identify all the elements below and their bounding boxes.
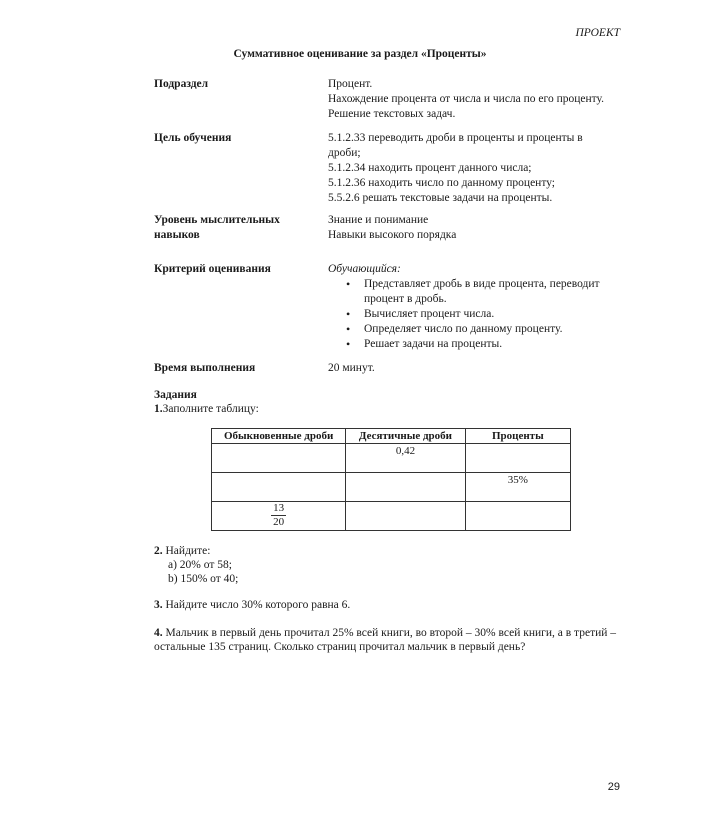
tasks-heading: Задания: [154, 389, 197, 401]
criteria-list: [328, 277, 628, 352]
level-value: [328, 213, 628, 243]
level-line: Навыки высокого порядка: [328, 229, 457, 241]
col-header-common-fractions: Обыкновенные дроби: [212, 429, 346, 444]
col-header-percents: Проценты: [465, 429, 570, 444]
subsection-line: Решение текстовых задач.: [328, 108, 456, 120]
task-3-text: Найдите число 30% которого равна 6.: [165, 599, 351, 611]
criteria-item: • Решает задачи на проценты.: [364, 337, 628, 352]
subsection-line: Нахождение процента от числа и числа по его проценту.: [328, 93, 604, 105]
time-value: 20 минут.: [328, 362, 375, 374]
table-cell[interactable]: [465, 502, 570, 531]
goal-line: 5.1.2.36 находить число по данному проценту;: [328, 177, 556, 189]
table-cell[interactable]: [346, 473, 465, 502]
task-2: [154, 544, 644, 586]
criteria-item: • Вычисляет процент числа.: [364, 307, 628, 322]
fraction-table: [211, 428, 571, 531]
goal-line: 5.5.2.6 решать текстовые задачи на проценты.: [328, 192, 553, 204]
task-4-number: 4.: [154, 627, 163, 639]
task-2-number: 2.: [154, 545, 163, 557]
table-cell-percent: 35%: [465, 473, 570, 502]
table-cell[interactable]: [212, 444, 346, 473]
page-number: 29: [607, 781, 620, 793]
table-row: [212, 473, 571, 502]
table-cell[interactable]: [346, 502, 465, 531]
goal-line: 5.1.2.33 переводить дроби в проценты и проценты в дроби;: [328, 132, 583, 159]
goal-label: Цель обучения: [154, 132, 232, 144]
task-3: [154, 598, 644, 612]
task-1-text: Заполните таблицу:: [162, 403, 259, 415]
level-label: [154, 213, 314, 243]
task-3-number: 3.: [154, 599, 163, 611]
criteria-item: • Представляет дробь в виде процента, переводит процент в дробь.: [364, 277, 628, 307]
table-cell[interactable]: [212, 473, 346, 502]
table-cell-decimal: 0,42: [346, 444, 465, 473]
subsection-line: Процент.: [328, 78, 373, 90]
goal-line: 5.1.2.34 находить процент данного числа;: [328, 162, 532, 174]
fraction-numerator: 13: [273, 502, 285, 514]
draft-label: ПРОЕКТ: [575, 27, 620, 39]
page-title: Суммативное оценивание за раздел «Проценты»: [233, 48, 487, 60]
subsection-label: Подраздел: [154, 78, 209, 90]
level-line: Знание и понимание: [328, 214, 429, 226]
table-row: [212, 502, 571, 531]
table-cell-fraction: [212, 502, 346, 531]
fraction-denominator: 20: [273, 516, 285, 528]
table-header-row: [212, 429, 571, 444]
fraction: [271, 502, 286, 529]
goal-value: [328, 131, 598, 206]
criteria-intro: Обучающийся:: [328, 263, 401, 275]
criteria-value: [328, 262, 628, 352]
task-1-number: 1.: [154, 403, 163, 415]
task-4: [154, 626, 644, 654]
task-1: [154, 402, 259, 417]
criteria-label: Критерий оценивания: [154, 263, 271, 275]
task-2-b: b) 150% от 40;: [168, 573, 239, 585]
task-2-a: a) 20% от 58;: [168, 559, 232, 571]
time-label: Время выполнения: [154, 362, 256, 374]
subsection-value: [328, 77, 628, 122]
table-row: [212, 444, 571, 473]
table-cell[interactable]: [465, 444, 570, 473]
task-4-text: Мальчик в первый день прочитал 25% всей книги, во второй – 30% всей книги, а в третий – остальные 135 страниц. Сколько страниц прочитал мальчик в первый день?: [154, 627, 617, 653]
task-2-text: Найдите:: [165, 545, 211, 557]
col-header-decimal-fractions: Десятичные дроби: [346, 429, 465, 444]
level-label-line: Уровень мыслительных: [154, 214, 280, 226]
level-label-line: навыков: [154, 229, 200, 241]
criteria-item: • Определяет число по данному проценту.: [364, 322, 628, 337]
